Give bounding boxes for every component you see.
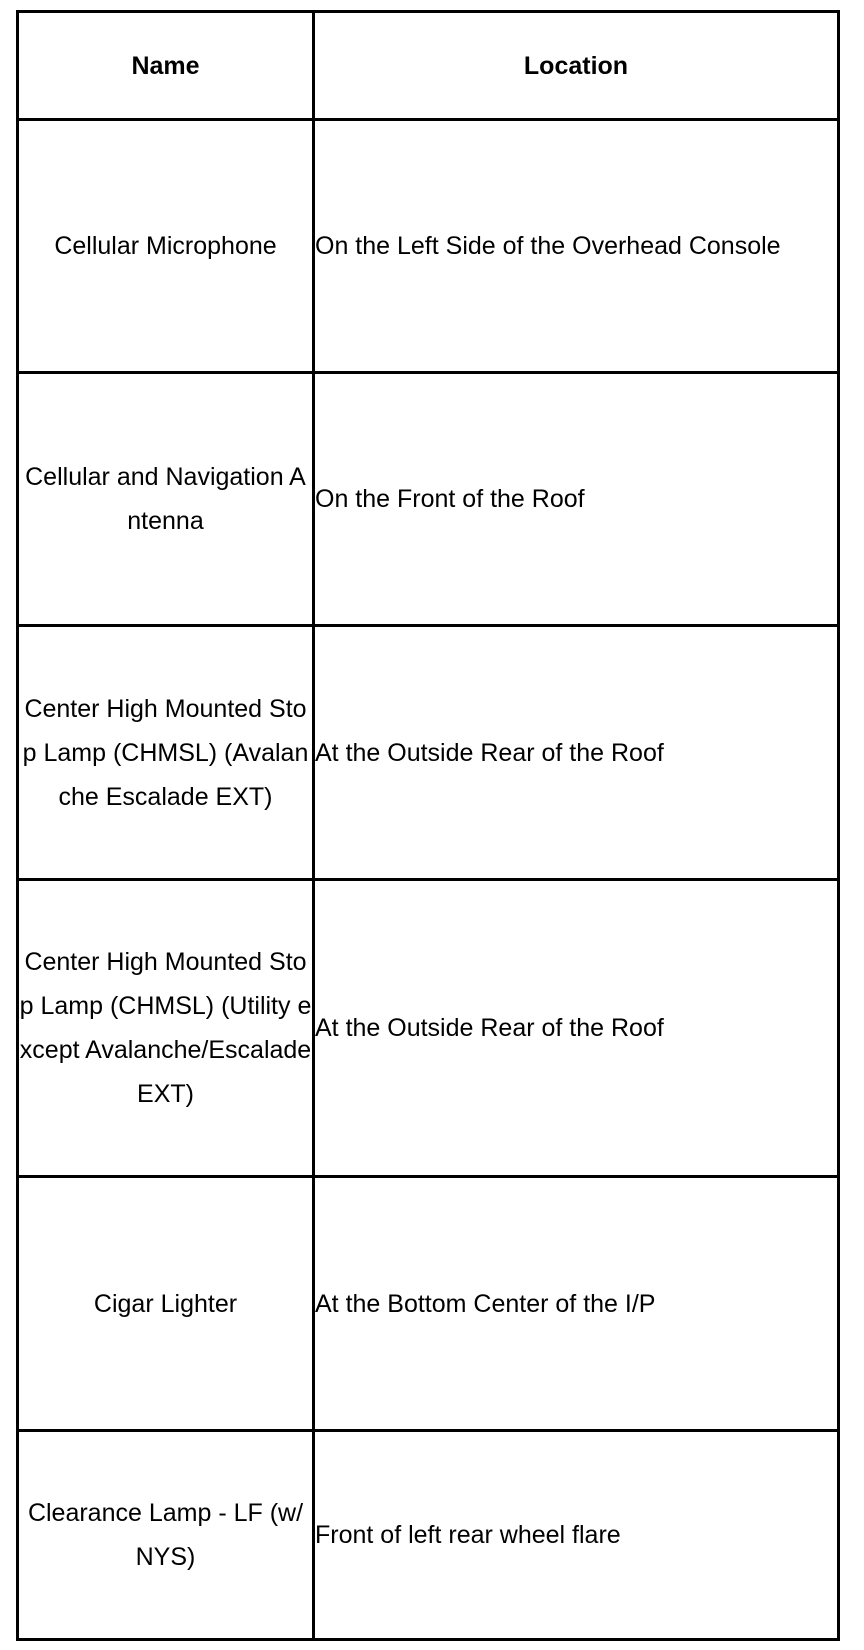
component-location: At the Outside Rear of the Roof [315,1014,664,1042]
component-name: Clearance Lamp - LF (w/NYS) [27,1499,304,1571]
component-name-cell [18,880,314,1177]
column-header-name: Name [18,12,314,120]
component-location: Front of left rear wheel flare [315,1521,621,1549]
component-location: On the Left Side of the Overhead Console [315,232,781,260]
component-name-cell [18,626,314,880]
component-location-cell [314,120,839,373]
component-name-cell [18,373,314,626]
column-header-location: Location [314,12,839,120]
component-location-cell [314,1431,839,1640]
table-row [18,120,839,373]
component-location-cell [314,880,839,1177]
component-name: Cellular Microphone [54,232,277,260]
component-name: Center High Mounted Stop Lamp (CHMSL) (Avalanche Escalade EXT) [22,694,309,811]
table-row [18,1177,839,1431]
component-name-cell [18,1431,314,1640]
component-location-cell [314,626,839,880]
component-location-table [16,10,840,1641]
component-name: Cigar Lighter [93,1289,238,1318]
component-location-cell [314,1177,839,1431]
table-row [18,373,839,626]
component-location: On the Front of the Roof [315,485,585,513]
component-name-cell [18,120,314,373]
component-location-cell [314,373,839,626]
component-name: Center High Mounted Stop Lamp (CHMSL) (Utility except Avalanche/Escalade EXT) [19,948,312,1108]
table-header-row [18,12,839,120]
component-name-cell [18,1177,314,1431]
component-location: At the Outside Rear of the Roof [315,738,664,767]
table-row [18,626,839,880]
table-row [18,880,839,1177]
component-name: Cellular and Navigation Antenna [25,463,306,535]
table-row [18,1431,839,1640]
component-location: At the Bottom Center of the I/P [315,1289,656,1318]
